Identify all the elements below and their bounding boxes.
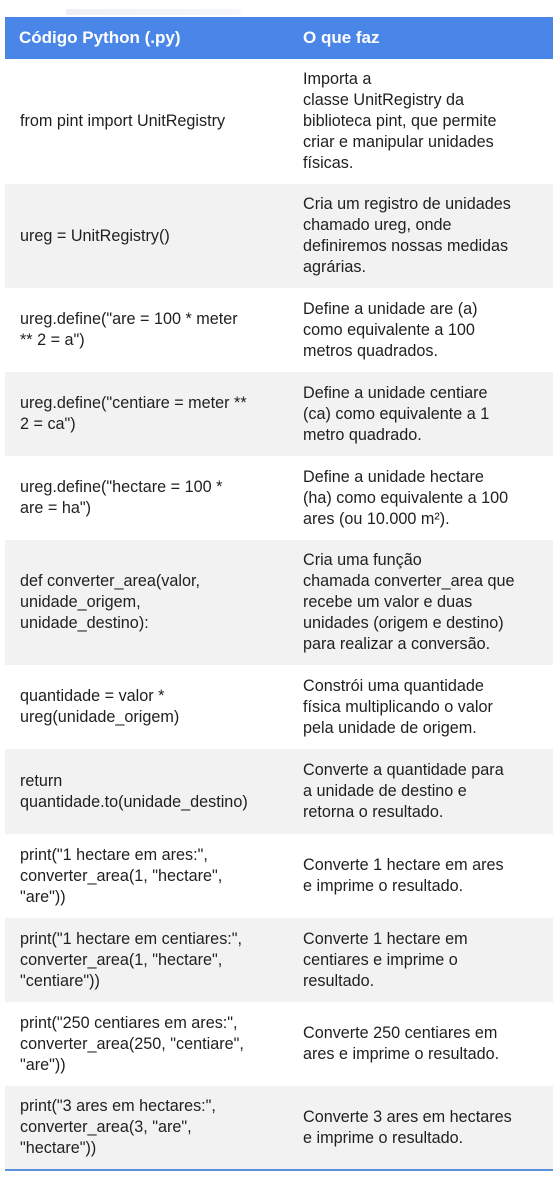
code-text: ureg.define("hectare = 100 * are = ha"): [20, 478, 223, 517]
description-text: Converte 1 hectare em ares e imprime o resultado.: [303, 856, 504, 895]
code-text: from pint import UnitRegistry: [20, 112, 226, 130]
table-row: [5, 288, 553, 372]
table-row: [5, 59, 553, 184]
table-header: [5, 17, 553, 59]
description-text: Converte 3 ares em hectares e imprime o resultado.: [303, 1107, 512, 1147]
description-cell: [288, 540, 553, 665]
description-text: Cria uma função chamada converter_area que recebe um valor e duas unidades (origem e destino) para realizar a conversão.: [303, 551, 515, 653]
code-cell: [5, 749, 288, 834]
code-cell: [5, 834, 288, 918]
code-cell: [5, 288, 288, 372]
code-cell: [5, 372, 288, 456]
code-cell: [5, 918, 288, 1002]
table-row: [5, 184, 553, 288]
code-text: print("3 ares em hectares:", converter_area(3, "are", "hectare")): [20, 1097, 216, 1157]
code-cell: [5, 540, 288, 665]
code-text: print("1 hectare em ares:", converter_area(1, "hectare", "are")): [20, 845, 223, 906]
description-cell: [288, 918, 553, 1002]
header-code-column: Código Python (.py): [19, 28, 181, 47]
code-text: ureg = UnitRegistry(): [20, 226, 170, 245]
code-cell: [5, 1086, 288, 1169]
code-cell: [5, 1002, 288, 1086]
code-text: print("250 centiares em ares:", converter_area(250, "centiare", "are")): [20, 1013, 244, 1074]
table-row: [5, 456, 553, 540]
description-text: Converte 1 hectare em centiares e imprime o resultado.: [303, 929, 468, 990]
description-cell: [288, 288, 553, 372]
code-text: def converter_area(valor, unidade_origem, unidade_destino):: [20, 572, 200, 632]
code-text: ureg.define("centiare = meter ** 2 = ca"): [20, 394, 247, 433]
description-cell: [288, 749, 553, 834]
table-row: [5, 918, 553, 1002]
description-cell: [288, 372, 553, 456]
table-row: [5, 540, 553, 665]
code-text: ureg.define("are = 100 * meter ** 2 = a"): [20, 310, 238, 349]
table-row: [5, 372, 553, 456]
table-row: [5, 834, 553, 918]
description-cell: [288, 184, 553, 288]
code-cell: [5, 59, 288, 184]
code-explanation-table: [5, 17, 553, 1171]
table-row: [5, 749, 553, 834]
description-text: Converte 250 centiares em ares e imprime o resultado.: [303, 1024, 500, 1063]
code-cell: [5, 184, 288, 288]
table-row: [5, 1086, 553, 1169]
description-text: Importa a classe UnitRegistry da biblioteca pint, que permite criar e manipular unidades físicas.: [303, 70, 497, 172]
description-cell: [288, 834, 553, 918]
faded-caption-bar: [66, 9, 241, 15]
description-text: Converte a quantidade para a unidade de destino e retorna o resultado.: [303, 761, 504, 821]
description-cell: [288, 1002, 553, 1086]
description-cell: [288, 665, 553, 749]
description-text: Cria um registro de unidades chamado ureg, onde definiremos nossas medidas agrárias.: [303, 195, 511, 276]
code-cell: [5, 665, 288, 749]
description-text: Define a unidade centiare (ca) como equivalente a 1 metro quadrado.: [303, 383, 490, 444]
code-text: return quantidade.to(unidade_destino): [20, 771, 248, 811]
description-text: Define a unidade are (a) como equivalente a 100 metros quadrados.: [303, 299, 478, 360]
code-cell: [5, 456, 288, 540]
table-row: [5, 1002, 553, 1086]
description-cell: [288, 1086, 553, 1169]
table-row: [5, 665, 553, 749]
description-text: Constrói uma quantidade física multiplicando o valor pela unidade de origem.: [303, 676, 493, 737]
header-description-column: O que faz: [303, 28, 380, 47]
description-cell: [288, 456, 553, 540]
code-text: print("1 hectare em centiares:", converter_area(1, "hectare", "centiare")): [20, 929, 243, 990]
description-text: Define a unidade hectare (ha) como equivalente a 100 ares (ou 10.000 m²).: [303, 467, 509, 528]
description-cell: [288, 59, 553, 184]
code-text: quantidade = valor * ureg(unidade_origem): [20, 687, 180, 726]
